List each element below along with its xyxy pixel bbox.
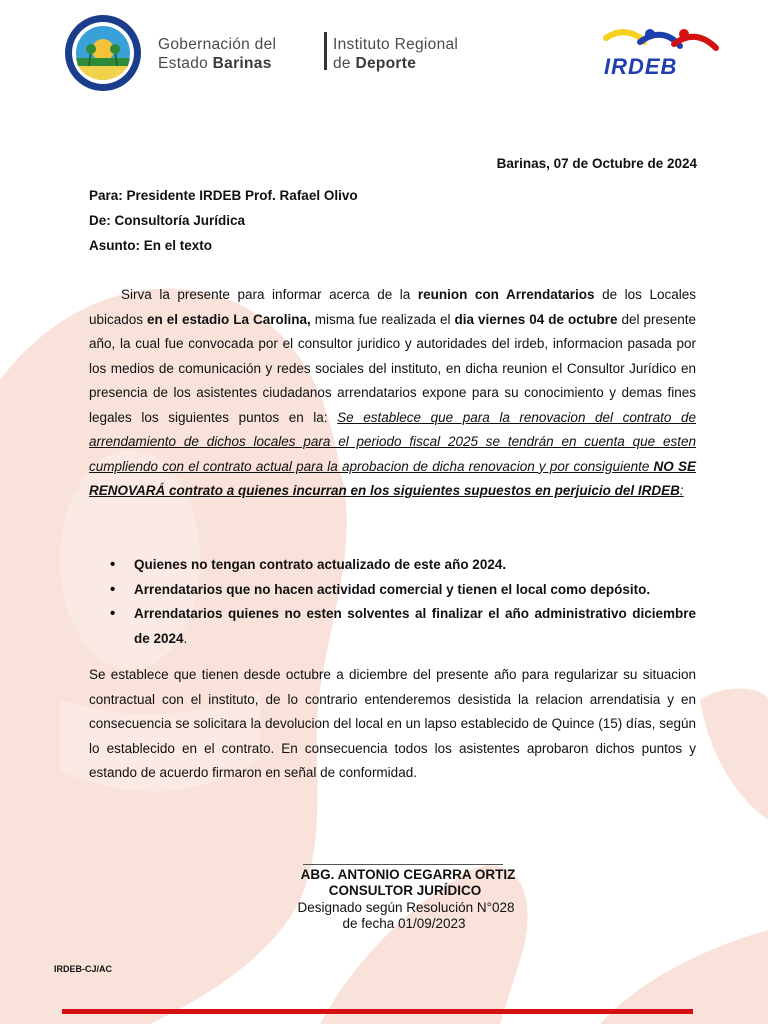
letter-date: Barinas, 07 de Octubre de 2024	[496, 156, 697, 171]
state-seal-icon	[64, 14, 142, 92]
signer-designation: Designado según Resolución N°028	[297, 900, 515, 915]
list-item: • Arrendatarios que no hacen actividad comercial y tienen el local como depósito.	[134, 578, 696, 603]
footer-red-line	[62, 1009, 693, 1014]
signer-name: ABG. ANTONIO CEGARRA ORTIZ	[300, 867, 516, 882]
body-paragraph-2: Se establece que tienen desde octubre a diciembre del presente año para regularizar su situacion contractual con el instituto, de lo contrario entenderemos desistida la relacion arrendatisia y en consecuencia se solicitara la devolucion del local en un lapso establecido de Quince (15) días, según lo establecido en el contrato. En consecuencia todos los asistentes aprobaron dichos puntos y estando de acuerdo firmaron en señal de conformidad.	[89, 667, 696, 780]
signer-title: CONSULTOR JURÍDICO	[328, 883, 482, 898]
subject-line: Asunto: En el texto	[89, 238, 213, 253]
sender-line: De: Consultoría Jurídica	[89, 213, 246, 228]
institute-logo-text	[333, 35, 458, 73]
designation-date: de fecha 01/09/2023	[342, 916, 466, 931]
government-logo-text	[158, 35, 276, 73]
recipient-line: Para: Presidente IRDEB Prof. Rafael Olivo	[89, 188, 358, 203]
header-divider	[324, 32, 327, 70]
conditions-list	[134, 553, 696, 651]
gov-line-2: Estado Barinas	[158, 55, 272, 72]
inst-line-2: de Deporte	[333, 55, 417, 72]
gov-line-1: Gobernación del	[158, 36, 277, 53]
signature-line	[303, 864, 503, 865]
reference-code: IRDEB-CJ/AC	[54, 964, 113, 974]
inst-line-1: Instituto Regional	[333, 36, 459, 53]
body-paragraph-1: Sirva la presente para informar acerca de la reunion con Arrendatarios de los Locales ubicados en el estadio La Carolina, misma fue realizada el dia viernes 04 de octubre del presente año, la cual fue convocada por el consultor juridico y autoridades del irdeb, informacion pasada por los medios de comunicación y redes sociales del instituto, en dicha reunion el Consultor Jurídico en presencia de los asistentes ciudadanos arrendatarios expone para su conocimiento y demas fines legales los siguientes puntos en la: Se establece que para la renovacion del contrato de arrendamiento de dichos locales para el periodo fiscal 2025 se tendrán en cuenta que esten cumpliendo con el contrato actual para la aprobacion de dicha renovacion y por consiguiente NO SE RENOVARÁ contrato a quienes incurran en los siguientes supuestos en perjuicio del IRDEB:	[89, 287, 697, 498]
list-item: • Quienes no tengan contrato actualizado de este año 2024.	[134, 553, 696, 578]
list-item: • Arrendatarios quienes no esten solventes al finalizar el año administrativo diciembre de 2024.	[134, 602, 696, 651]
irdeb-logo-text: IRDEB	[604, 54, 678, 79]
